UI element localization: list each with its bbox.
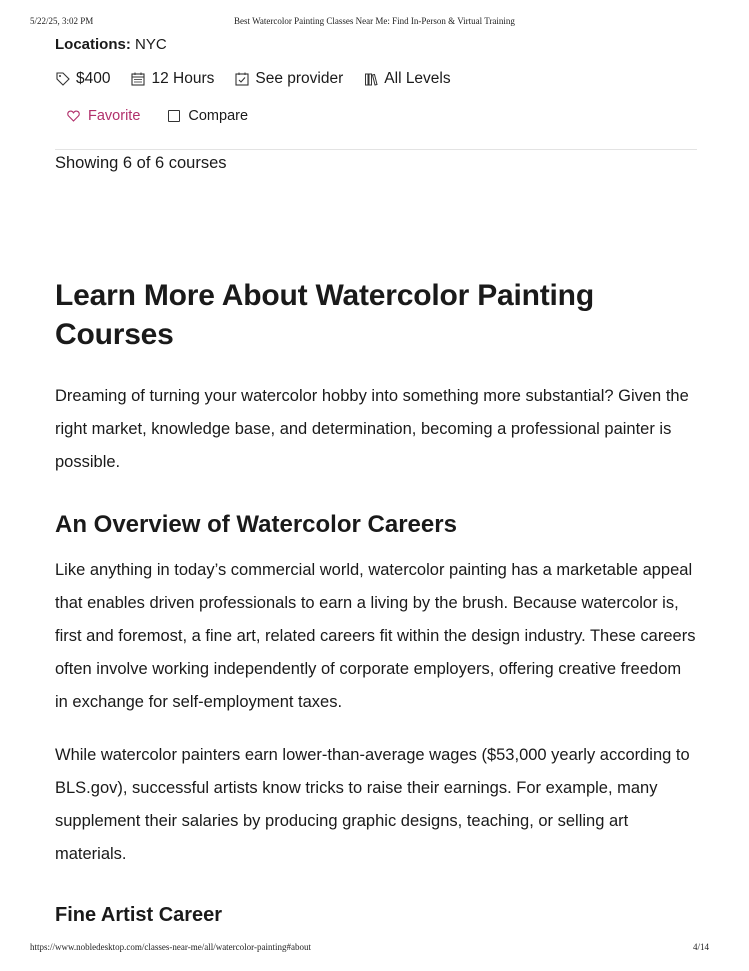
course-actions bbox=[67, 108, 248, 124]
provider-link[interactable]: See provider bbox=[255, 70, 344, 87]
course-duration bbox=[130, 70, 214, 88]
course-meta-row bbox=[55, 70, 471, 88]
calendar-check-icon bbox=[234, 71, 250, 87]
price-value: $400 bbox=[76, 70, 111, 87]
results-count: Showing 6 of 6 courses bbox=[55, 154, 227, 172]
course-provider[interactable] bbox=[234, 70, 343, 88]
locations-label: Locations: bbox=[55, 36, 131, 53]
level-value: All Levels bbox=[384, 70, 451, 87]
print-date: 5/22/25, 3:02 PM bbox=[30, 16, 94, 26]
print-url: https://www.nobledesktop.com/classes-near-me/all/watercolor-painting#about bbox=[30, 942, 311, 952]
overview-paragraph-1: Like anything in today’s commercial world, watercolor painting has a marketable appeal that enables driven professionals to earn a living by the brush. Because watercolor is, first and foremost, a fine art, related careers fit within the design industry. These careers often involve working independently of corporate employers, offering creative freedom in exchange for self-employment taxes. bbox=[55, 561, 696, 711]
print-header bbox=[30, 16, 719, 30]
overview-heading: An Overview of Watercolor Careers bbox=[55, 511, 457, 538]
compare-toggle[interactable] bbox=[168, 108, 248, 124]
locations-value: NYC bbox=[135, 36, 167, 53]
duration-value: 12 Hours bbox=[151, 70, 215, 87]
print-page-number: 4/14 bbox=[692, 942, 709, 952]
print-page-title: Best Watercolor Painting Classes Near Me: Find In-Person & Virtual Training bbox=[234, 16, 515, 26]
price-tag-icon bbox=[55, 71, 71, 87]
results-divider bbox=[55, 149, 697, 150]
intro-paragraph: Dreaming of turning your watercolor hobby into something more substantial? Given the right market, knowledge base, and determination, becoming a professional painter is possible. bbox=[55, 387, 689, 471]
heart-outline-icon bbox=[67, 110, 80, 122]
course-locations bbox=[55, 36, 167, 53]
compare-label: Compare bbox=[188, 108, 249, 124]
books-icon bbox=[363, 71, 379, 87]
print-footer bbox=[30, 942, 719, 956]
article-title: Learn More About Watercolor Painting Courses bbox=[55, 279, 594, 351]
fine-artist-heading: Fine Artist Career bbox=[55, 904, 223, 926]
course-price bbox=[55, 70, 110, 88]
favorite-label: Favorite bbox=[88, 108, 141, 124]
course-level bbox=[363, 70, 450, 88]
favorite-button[interactable] bbox=[67, 108, 140, 124]
calendar-icon bbox=[130, 71, 146, 87]
overview-paragraph-2: While watercolor painters earn lower-than-average wages ($53,000 yearly according to BLS.gov), successful artists know tricks to raise their earnings. For example, many supplement their salaries by producing graphic designs, teaching, or selling art materials. bbox=[55, 746, 690, 863]
checkbox-icon[interactable] bbox=[168, 110, 180, 122]
